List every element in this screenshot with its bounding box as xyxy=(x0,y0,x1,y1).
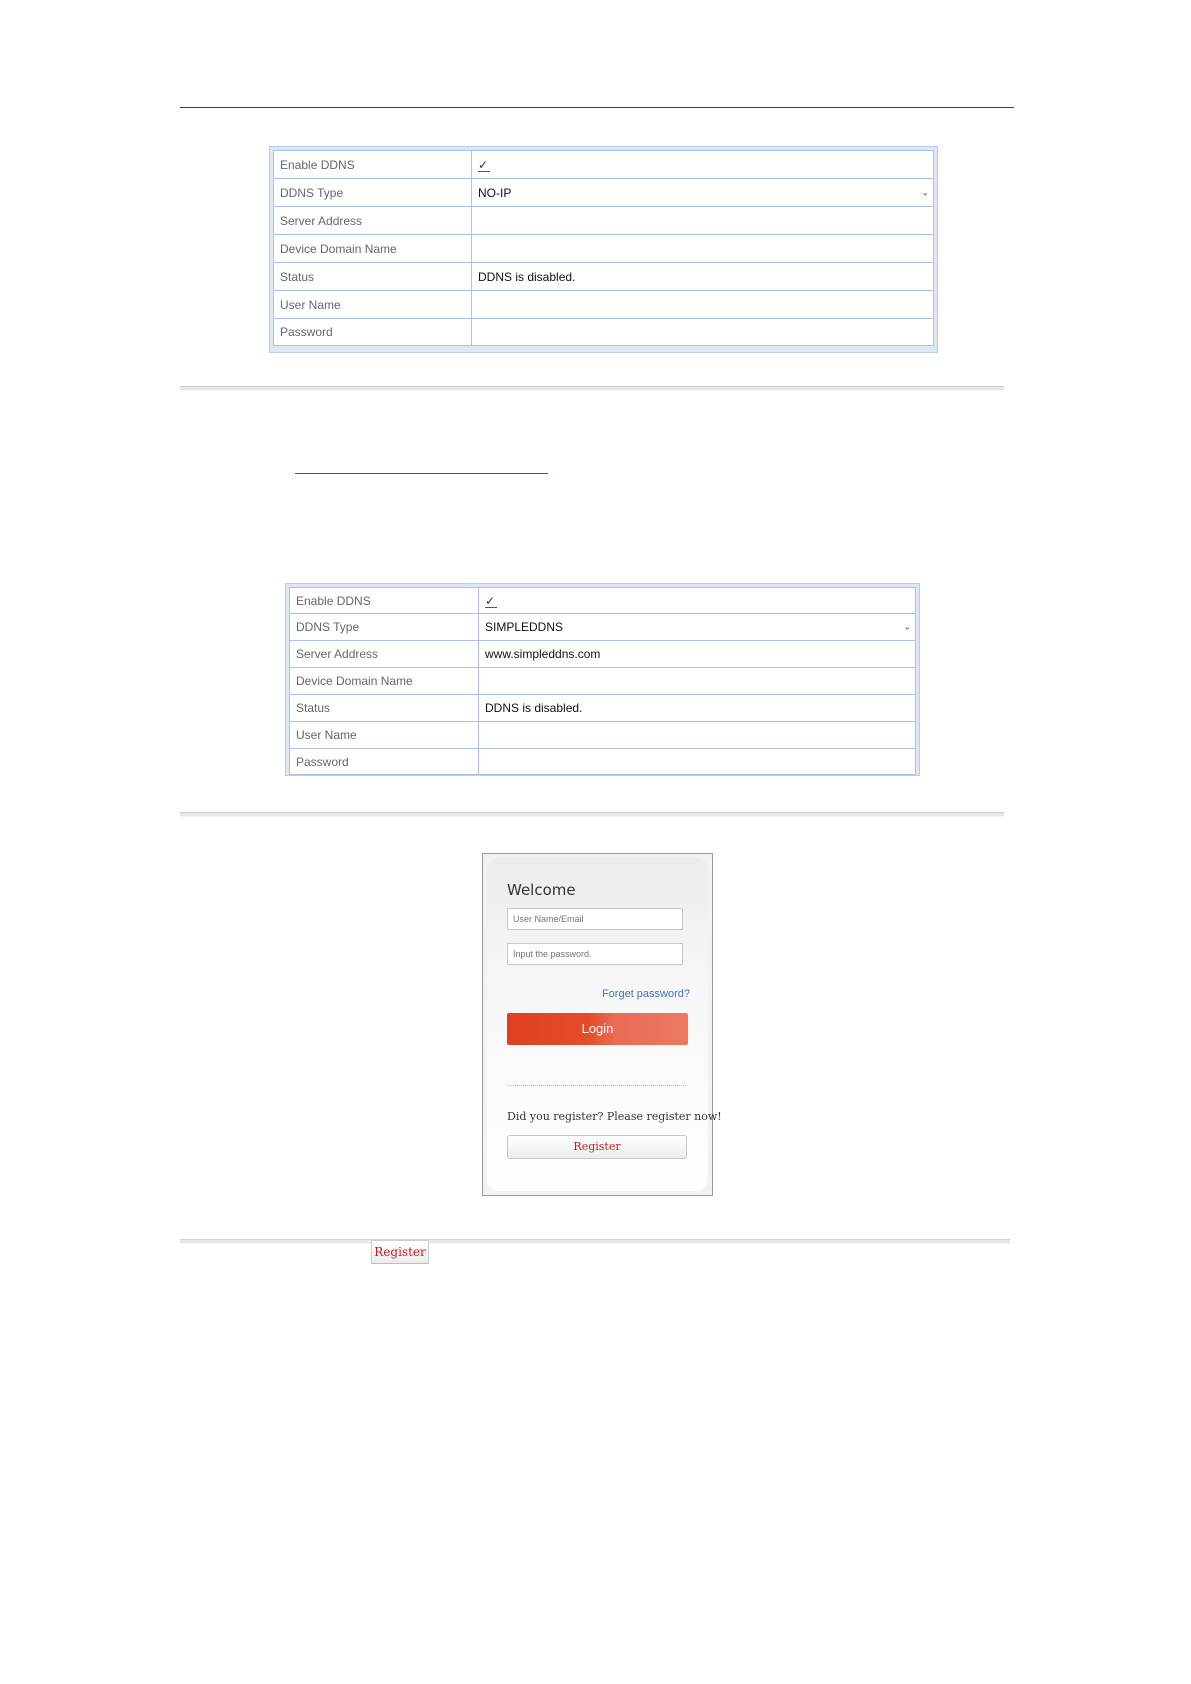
ddns-settings-table xyxy=(289,587,916,775)
device-domain-name-label: Device Domain Name xyxy=(290,668,479,695)
table-row xyxy=(290,614,916,641)
table-row xyxy=(290,588,916,614)
chevron-down-icon: ⌄ xyxy=(921,187,929,197)
table-row xyxy=(274,235,934,263)
ddns-settings-table xyxy=(273,150,934,346)
password-input[interactable] xyxy=(479,749,916,775)
table-row xyxy=(290,668,916,695)
user-name-input[interactable] xyxy=(472,291,934,319)
table-row xyxy=(274,207,934,235)
user-name-input[interactable] xyxy=(479,722,916,749)
section-divider xyxy=(180,386,1004,391)
login-card xyxy=(487,858,722,1191)
checkmark-icon: ✓ xyxy=(478,157,489,172)
dotted-divider xyxy=(507,1085,686,1086)
table-row xyxy=(274,151,934,179)
device-domain-name-input[interactable] xyxy=(479,668,916,695)
ddns-type-value: SIMPLEDDNS xyxy=(485,620,564,634)
register-prompt: Did you register? Please register now! xyxy=(507,1110,722,1123)
register-button[interactable]: Register xyxy=(507,1135,687,1159)
section-divider xyxy=(180,1239,1010,1244)
welcome-title: Welcome xyxy=(507,881,576,899)
ddns-type-value: NO-IP xyxy=(478,185,512,200)
user-name-label: User Name xyxy=(274,291,472,319)
hyperlink-underline[interactable] xyxy=(295,473,548,474)
username-input[interactable] xyxy=(507,908,683,930)
ddns-type-select[interactable] xyxy=(472,179,934,207)
login-button[interactable]: Login xyxy=(507,1013,688,1045)
enable-ddns-label: Enable DDNS xyxy=(274,151,472,179)
table-row xyxy=(274,319,934,346)
enable-ddns-checkbox[interactable] xyxy=(479,588,916,614)
enable-ddns-label: Enable DDNS xyxy=(290,588,479,614)
password-label: Password xyxy=(290,749,479,775)
table-row xyxy=(290,749,916,775)
ddns-settings-panel-simpleddns xyxy=(285,583,920,776)
chevron-down-icon: ⌄ xyxy=(903,621,911,632)
checkmark-icon: ✓ xyxy=(485,593,496,608)
ddns-type-label: DDNS Type xyxy=(290,614,479,641)
server-address-input[interactable]: www.simpleddns.com xyxy=(479,641,916,668)
password-input[interactable] xyxy=(507,943,683,965)
table-row xyxy=(290,641,916,668)
table-row xyxy=(290,722,916,749)
register-button-inline[interactable]: Register xyxy=(371,1240,429,1264)
login-panel xyxy=(482,853,722,1196)
server-address-label: Server Address xyxy=(290,641,479,668)
password-label: Password xyxy=(274,319,472,346)
ddns-settings-panel-noip xyxy=(269,146,938,353)
status-label: Status xyxy=(274,263,472,291)
table-row xyxy=(290,695,916,722)
enable-ddns-checkbox[interactable] xyxy=(472,151,934,179)
top-rule xyxy=(180,107,1014,108)
status-value: DDNS is disabled. xyxy=(479,695,916,722)
server-address-input[interactable] xyxy=(472,207,934,235)
ddns-type-select[interactable] xyxy=(479,614,916,641)
password-input[interactable] xyxy=(472,319,934,346)
status-value: DDNS is disabled. xyxy=(472,263,934,291)
server-address-label: Server Address xyxy=(274,207,472,235)
status-label: Status xyxy=(290,695,479,722)
user-name-label: User Name xyxy=(290,722,479,749)
table-row xyxy=(274,291,934,319)
ddns-type-label: DDNS Type xyxy=(274,179,472,207)
forget-password-link[interactable]: Forget password? xyxy=(601,988,690,1000)
table-row xyxy=(274,263,934,291)
section-divider xyxy=(180,812,1004,817)
device-domain-name-label: Device Domain Name xyxy=(274,235,472,263)
device-domain-name-input[interactable] xyxy=(472,235,934,263)
table-row xyxy=(274,179,934,207)
